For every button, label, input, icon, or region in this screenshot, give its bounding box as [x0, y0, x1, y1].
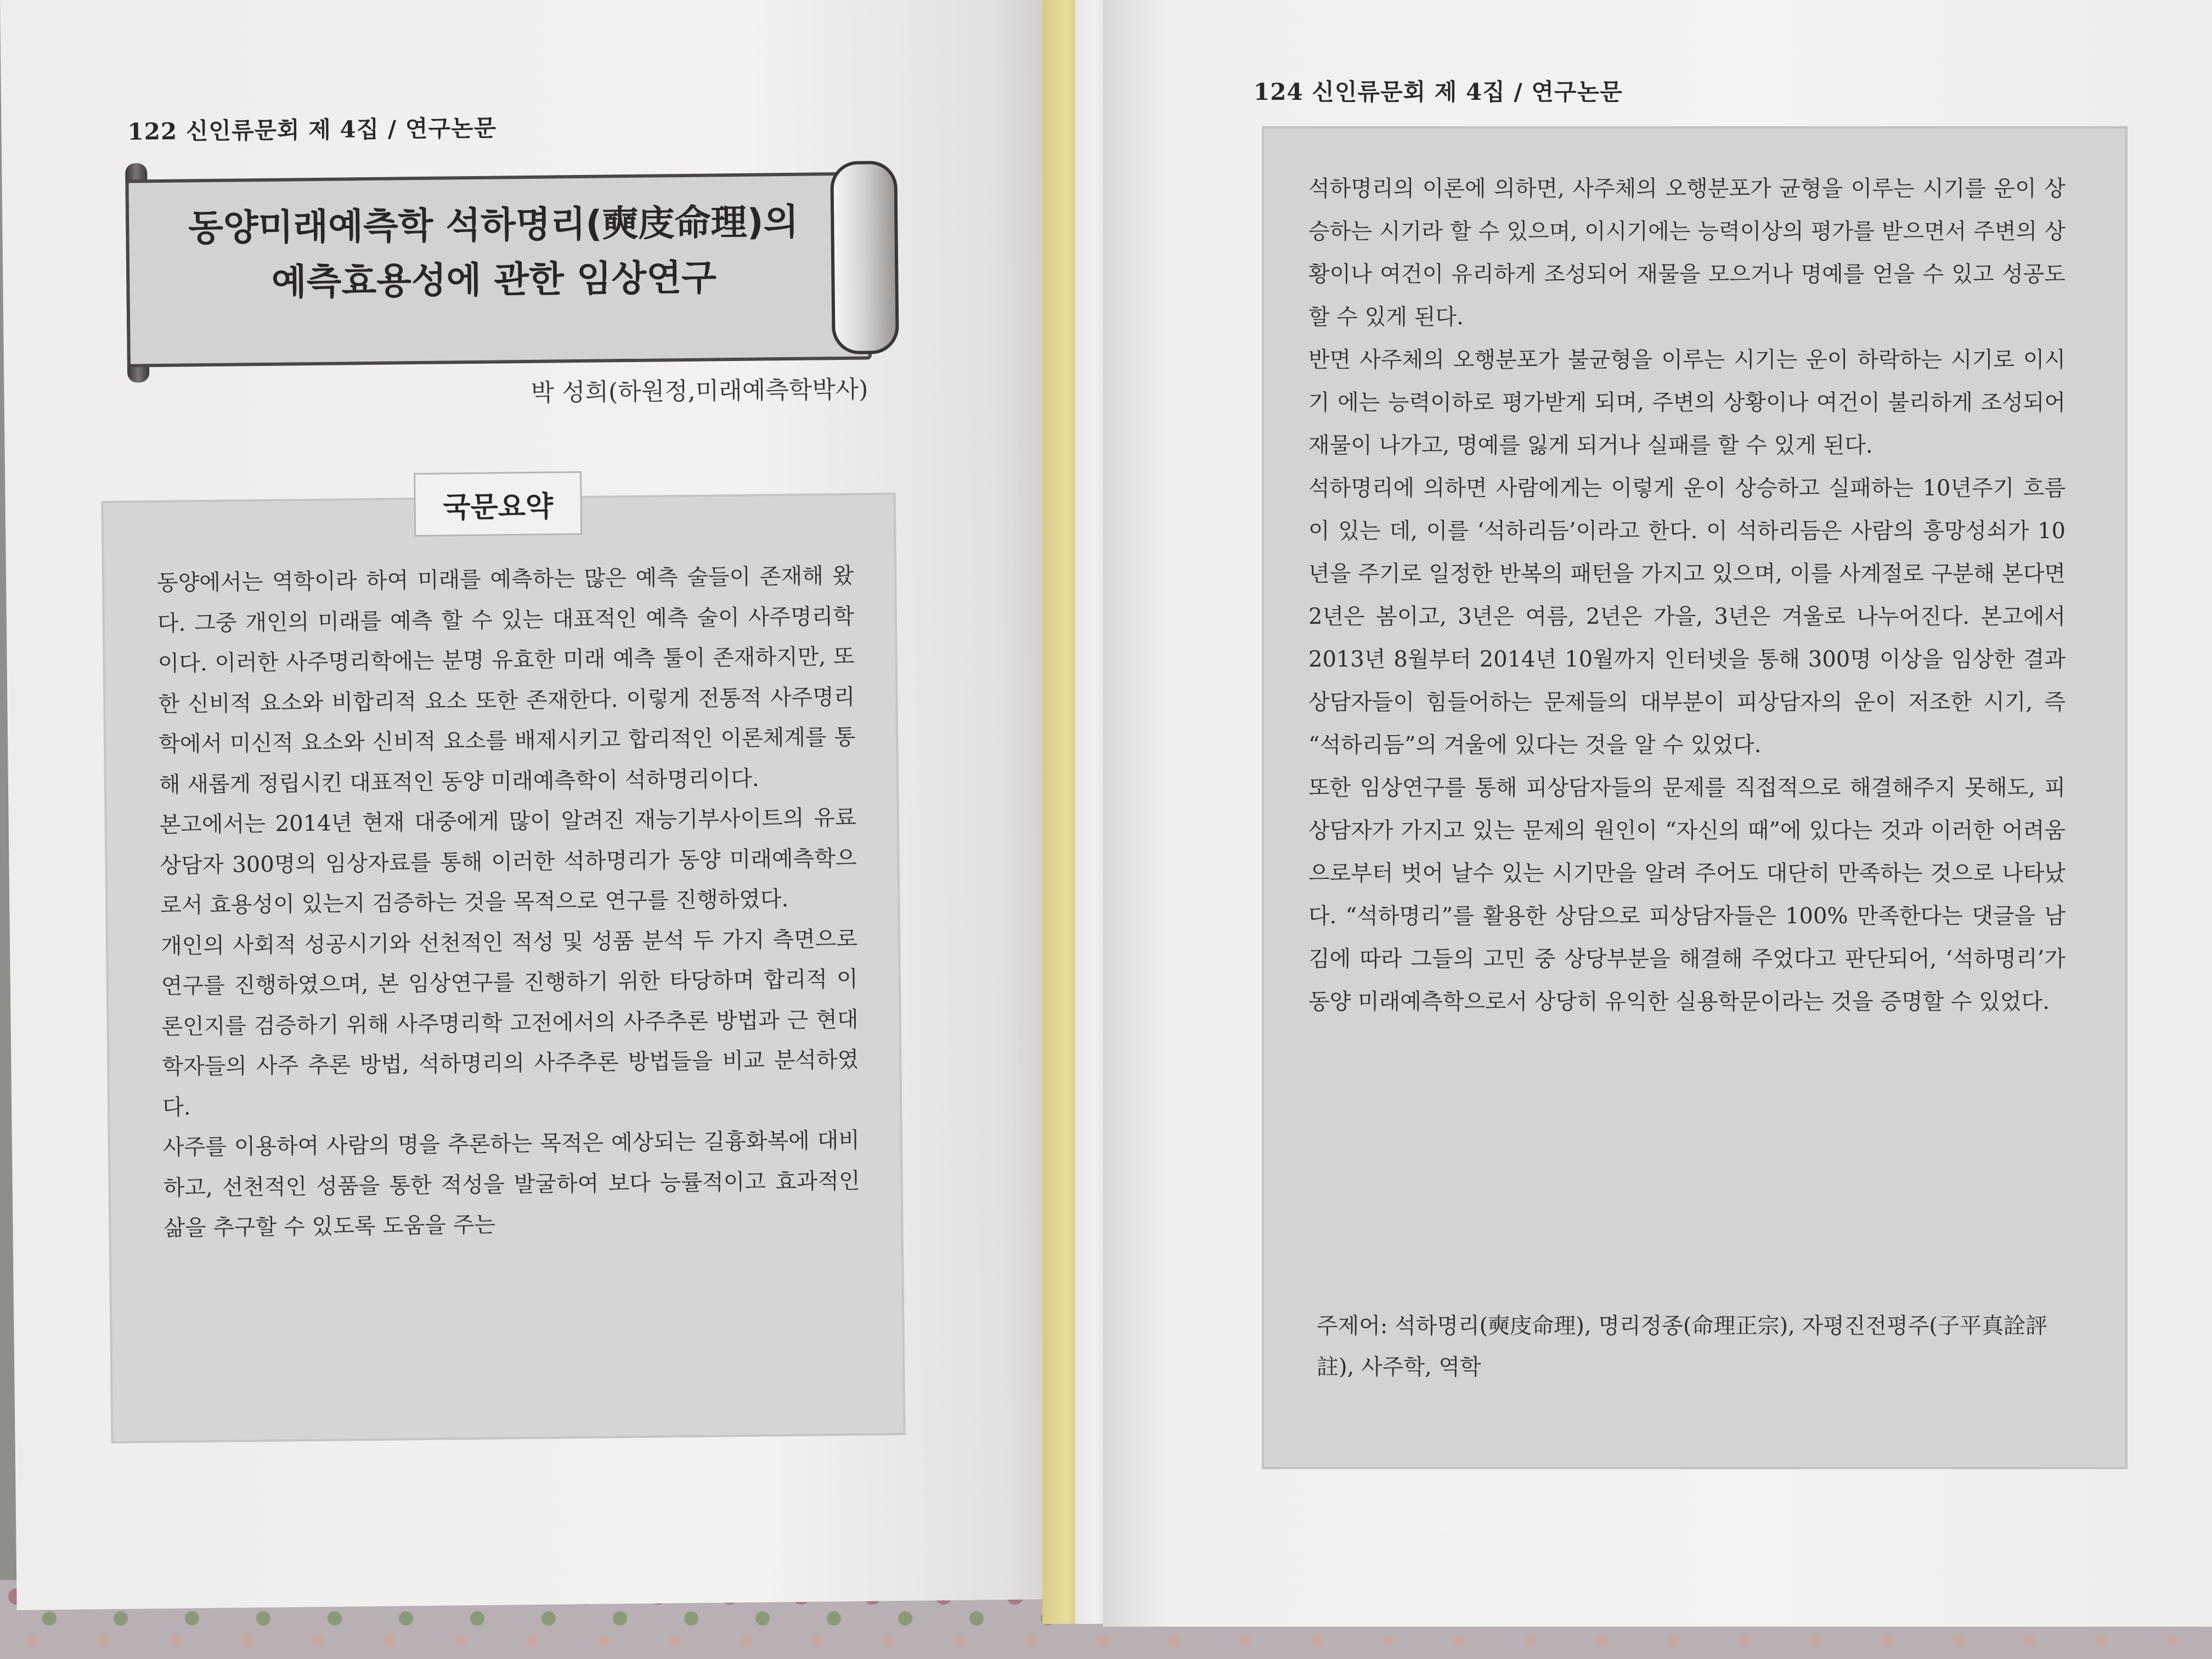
abstract-text	[157, 556, 861, 1249]
keywords-list: 석하명리(奭庋命理), 명리정종(命理正宗), 자평진전평주(子平真詮評註), 사주학, 역학	[1317, 1313, 2047, 1380]
abstract-paragraph: 사주를 이용하여 사람의 명을 추론하는 목적은 예상되는 길흉화복에 대비하고, 선천적인 성품을 통한 적성을 발굴하여 보다 능률적이고 효과적인 삶을 추구할 수 있도록 도움을 주는	[162, 1127, 860, 1241]
left-running-head: 122 신인류문회 제 4집 / 연구논문	[127, 114, 497, 145]
scroll-roll-icon	[830, 161, 899, 354]
paper-title-line1: 동양미래예측학 석하명리(奭庋命理)의	[188, 200, 799, 250]
abstract-paragraph: 동양에서는 역학이라 하여 미래를 예측하는 많은 예측 술들이 존재해 왔다. 그중 개인의 미래를 예측 할 수 있는 대표적인 예측 술이 사주명리학이다. 이러한 사주명리학에는 분명 유효한 미래 예측 툴이 존재하지만, 또한 신비적 요소와 비합리적 요소 또한 존재한다. 이렇게 전통적 사주명리학에서 미신적 요소와 신비적 요소를 배제시키고 합리적인 이론체계를 통해 새롭게 정립시킨 대표적인 동양 미래예측학이 석하명리이다.	[156, 563, 856, 798]
abstract-paragraph: 본고에서는 2014년 현재 대중에게 많이 알려진 재능기부사이트의 유료 상담자 300명의 임상자료를 통해 이러한 석하명리가 동양 미래예측학으로서 효용성이 있는지 검증하는 것을 목적으로 연구를 진행하였다.	[159, 805, 857, 919]
body-paragraph: 반면 사주체의 오행분포가 불균형을 이루는 시기는 운이 하락하는 시기로 이시기 에는 능력이하로 평가받게 되며, 주변의 상황이나 여건이 불리하게 조성되어 재물이 나가고, 명예를 잃게 되거나 실패를 할 수 있게 된다.	[1308, 347, 2066, 458]
keywords	[1317, 1306, 2074, 1388]
paper-title-line2: 예측효용성에 관한 임상연구	[271, 256, 717, 303]
keywords-label: 주제어:	[1317, 1313, 1388, 1339]
paper-title	[167, 194, 821, 311]
body-text	[1308, 167, 2066, 1023]
author-line: 박 성희(하원정,미래예측학박사)	[531, 375, 868, 407]
body-paragraph: 석하명리에 의하면 사람에게는 이렇게 운이 상승하고 실패하는 10년주기 흐름이 있는 데, 이를 ‘석하리듬’이라고 한다. 이 석하리듬은 사람의 흥망성쇠가 10년을 주기로 일정한 반복의 패턴을 가지고 있으며, 이를 사계절로 구분해 본다면 2년은 봄이고, 3년은 여름, 2년은 가을, 3년은 겨울로 나누어진다. 본고에서 2013년 8월부터 2014년 10월까지 인터넷을 통해 300명 이상을 임상한 결과 상담자들이 힘들어하는 문제들의 대부분이 피상담자의 운이 저조한 시기, 즉 “석하리듬”의 겨울에 있다는 것을 알 수 있었다.	[1308, 476, 2066, 758]
abstract-paragraph: 개인의 사회적 성공시기와 선천적인 적성 및 성품 분석 두 가지 측면으로 연구를 진행하였으며, 본 임상연구를 진행하기 위한 타당하며 합리적 이론인지를 검증하기 위해 사주명리학 고전에서의 사주추론 방법과 근 현대 학자들의 사주 추론 방법, 석하명리의 사주추론 방법들을 비교 분석하였다.	[160, 926, 859, 1120]
body-paragraph: 또한 임상연구를 통해 피상담자들의 문제를 직접적으로 해결해주지 못해도, 피상담자가 가지고 있는 문제의 원인이 “자신의 때”에 있다는 것과 이러한 어려움으로부터 벗어 날수 있는 시기만을 알려 주어도 대단히 만족하는 것으로 나타났다. “석하명리”를 활용한 상담으로 피상담자들은 100% 만족한다는 댓글을 남김에 따라 그들의 고민 중 상당부분을 해결해 주었다고 판단되어, ‘석하명리’가 동양 미래예측학으로서 상당히 유익한 실용학문이라는 것을 증명할 수 있었다.	[1308, 775, 2066, 1014]
body-paragraph: 석하명리의 이론에 의하면, 사주체의 오행분포가 균형을 이루는 시기를 운이 상승하는 시기라 할 수 있으며, 이시기에는 능력이상의 평가를 받으면서 주변의 상황이나 여건이 유리하게 조성되어 재물을 모으거나 명예를 얻을 수 있고 성공도 할 수 있게 된다.	[1308, 176, 2066, 330]
left-page	[0, 0, 1081, 1610]
right-running-head: 124 신인류문회 제 4집 / 연구논문	[1254, 78, 1623, 105]
abstract-heading: 국문요약	[414, 471, 582, 537]
